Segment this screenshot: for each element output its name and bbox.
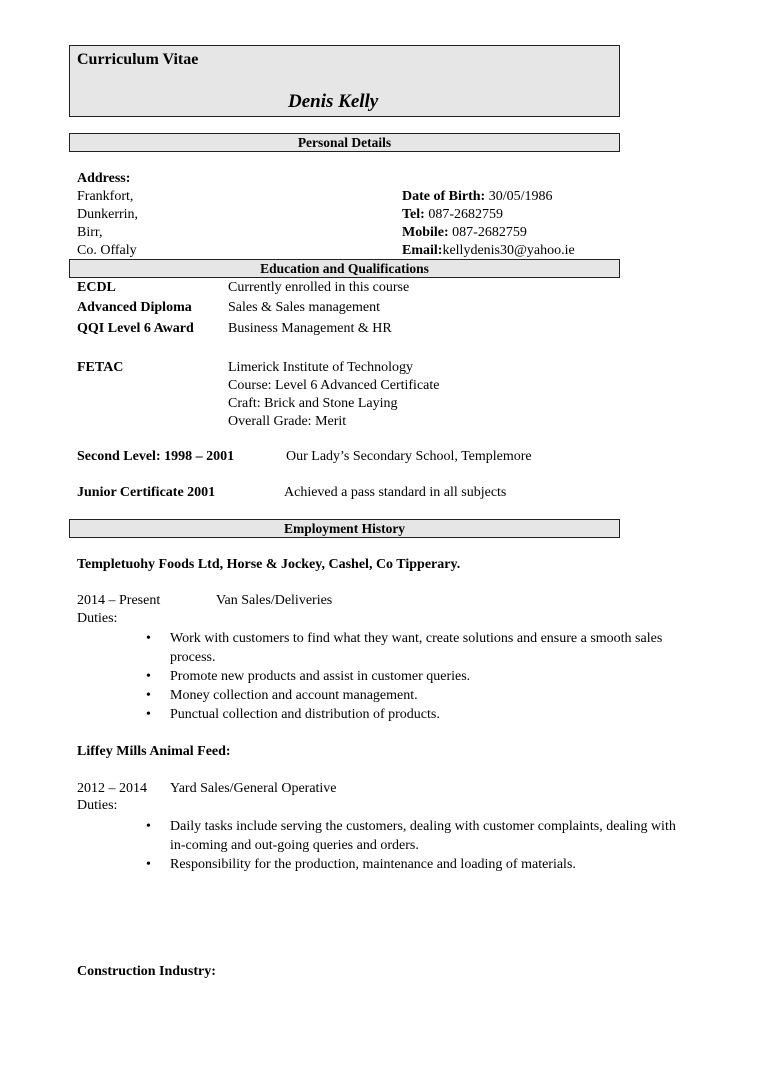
bullet-icon: • [146, 857, 151, 872]
address-label: Address: [77, 171, 131, 186]
fetac-line: Overall Grade: Merit [228, 414, 347, 429]
duties-label: Duties: [77, 611, 118, 626]
candidate-name: Denis Kelly [288, 91, 379, 112]
bullet-icon: • [146, 819, 151, 834]
duties-list [146, 629, 676, 724]
address-line: Co. Offaly [77, 243, 137, 258]
edu-label-diploma: Advanced Diploma [77, 300, 192, 315]
section-employment: Employment History [69, 519, 620, 538]
list-item [146, 705, 676, 724]
job-company: Construction Industry: [77, 964, 216, 979]
section-education: Education and Qualifications [69, 259, 620, 278]
section-personal-details: Personal Details [69, 133, 620, 152]
job-role: Van Sales/Deliveries [216, 593, 333, 608]
list-item [146, 686, 676, 705]
edu-value-diploma: Sales & Sales management [228, 300, 381, 315]
email-row [402, 242, 575, 260]
bullet-icon: • [146, 688, 151, 703]
fetac-line: Course: Level 6 Advanced Certificate [228, 378, 440, 393]
cv-header [69, 45, 620, 117]
mobile-value: 087-2682759 [452, 225, 527, 240]
bullet-icon: • [146, 631, 151, 646]
job-period: 2012 – 2014 [77, 781, 147, 796]
edu-label-qqi: QQI Level 6 Award [77, 321, 194, 336]
edu-value-ecdl: Currently enrolled in this course [228, 280, 410, 295]
dob-value: 30/05/1986 [488, 189, 553, 204]
second-level-label: Second Level: 1998 – 2001 [77, 449, 235, 464]
tel-value: 087-2682759 [428, 207, 503, 222]
job-company: Templetuohy Foods Ltd, Horse & Jockey, Cashel, Co Tipperary. [77, 557, 461, 572]
junior-cert-label: Junior Certificate 2001 [77, 485, 216, 500]
mobile-row [402, 224, 527, 242]
duties-label: Duties: [77, 798, 118, 813]
duty-text: Money collection and account management. [170, 688, 418, 703]
list-item [146, 817, 676, 855]
duty-text: Work with customers to find what they want, create solutions and ensure a smooth sales process. [170, 631, 663, 665]
bullet-icon: • [146, 707, 151, 722]
duty-text: Punctual collection and distribution of products. [170, 707, 440, 722]
job-role: Yard Sales/General Operative [170, 781, 337, 796]
dob-row [402, 188, 552, 206]
second-level-value: Our Lady’s Secondary School, Templemore [286, 449, 532, 464]
address-line: Dunkerrin, [77, 207, 139, 222]
fetac-line: Craft: Brick and Stone Laying [228, 396, 398, 411]
email-value[interactable]: kellydenis30@yahoo.ie [442, 243, 575, 258]
job-period: 2014 – Present [77, 593, 161, 608]
fetac-line: Limerick Institute of Technology [228, 360, 413, 375]
list-item [146, 629, 676, 667]
address-line: Birr, [77, 225, 103, 240]
junior-cert-value: Achieved a pass standard in all subjects [284, 485, 507, 500]
mobile-label: Mobile: [402, 225, 449, 240]
duty-text: Responsibility for the production, maintenance and loading of materials. [170, 857, 576, 872]
duty-text: Daily tasks include serving the customers, dealing with customer complaints, dealing with in-coming and out-going queries and orders. [170, 819, 676, 853]
bullet-icon: • [146, 669, 151, 684]
edu-label-ecdl: ECDL [77, 280, 116, 295]
address-line: Frankfort, [77, 189, 134, 204]
list-item [146, 855, 676, 874]
cv-title: Curriculum Vitae [77, 51, 199, 68]
edu-value-qqi: Business Management & HR [228, 321, 392, 336]
duties-list [146, 817, 676, 874]
tel-label: Tel: [402, 207, 425, 222]
edu-label-fetac: FETAC [77, 360, 124, 375]
job-company: Liffey Mills Animal Feed: [77, 744, 231, 759]
list-item [146, 667, 676, 686]
dob-label: Date of Birth: [402, 189, 486, 204]
tel-row [402, 206, 503, 224]
duty-text: Promote new products and assist in customer queries. [170, 669, 471, 684]
email-label: Email: [402, 243, 443, 258]
